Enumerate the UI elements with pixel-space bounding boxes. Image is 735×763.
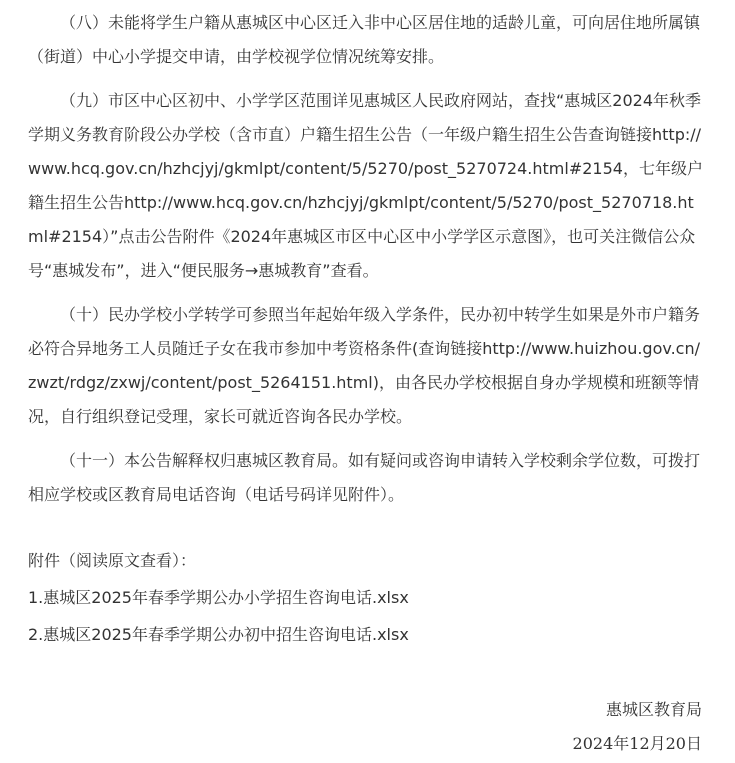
attachments-section <box>28 544 708 652</box>
issue-date: 2024年12月20日 <box>572 734 702 753</box>
issuer-name: 惠城区教育局 <box>605 700 702 719</box>
attachments-heading: 附件（阅读原文查看）： <box>28 551 197 570</box>
paragraph-10: （十）民办学校小学转学可参照当年起始年级入学条件，民办初中转学生如果是外市户籍务必符合异地务工人员随迁子女在我市参加中考资格条件(查询链接http://www.huizhou.gov.cn/zwzt/rdgz/zxwj/content/post_5264151.html)，由各民办学校根据自身办学规模和班额等情况，自行组织登记受理，家长可就近咨询各民办学校。 <box>28 305 701 426</box>
paragraph-8: （八）未能将学生户籍从惠城区中心区迁入非中心区居住地的适龄儿童，可向居住地所属镇（街道）中心小学提交申请，由学校视学位情况统筹安排。 <box>28 13 701 66</box>
paragraph-9: （九）市区中心区初中、小学学区范围详见惠城区人民政府网站，查找“惠城区2024年秋季学期义务教育阶段公办学校（含市直）户籍生招生公告（一年级户籍生招生公告查询链接http://www.hcq.gov.cn/hzhcjyj/gkmlpt/content/5/5270/post_5270724.html#2154，七年级户籍生招生公告http://www.hcq.gov.cn/hzhcjyj/gkmlpt/content/5/5270/post_5270718.html#2154）”点击公告附件《2024年惠城区市区中心区中小学学区示意图》，也可关注微信公众号“惠城发布”，进入“便民服务→惠城教育”查看。 <box>28 91 703 280</box>
attachment-link-2[interactable]: 2.惠城区2025年春季学期公办初中招生咨询电话.xlsx <box>28 625 409 644</box>
notice-body <box>28 6 708 652</box>
signature-block <box>573 698 702 756</box>
attachment-link-1[interactable]: 1.惠城区2025年春季学期公办小学招生咨询电话.xlsx <box>28 588 409 607</box>
paragraph-11: （十一）本公告解释权归惠城区教育局。如有疑问或咨询申请转入学校剩余学位数，可拨打相应学校或区教育局电话咨询（电话号码详见附件）。 <box>28 451 701 504</box>
